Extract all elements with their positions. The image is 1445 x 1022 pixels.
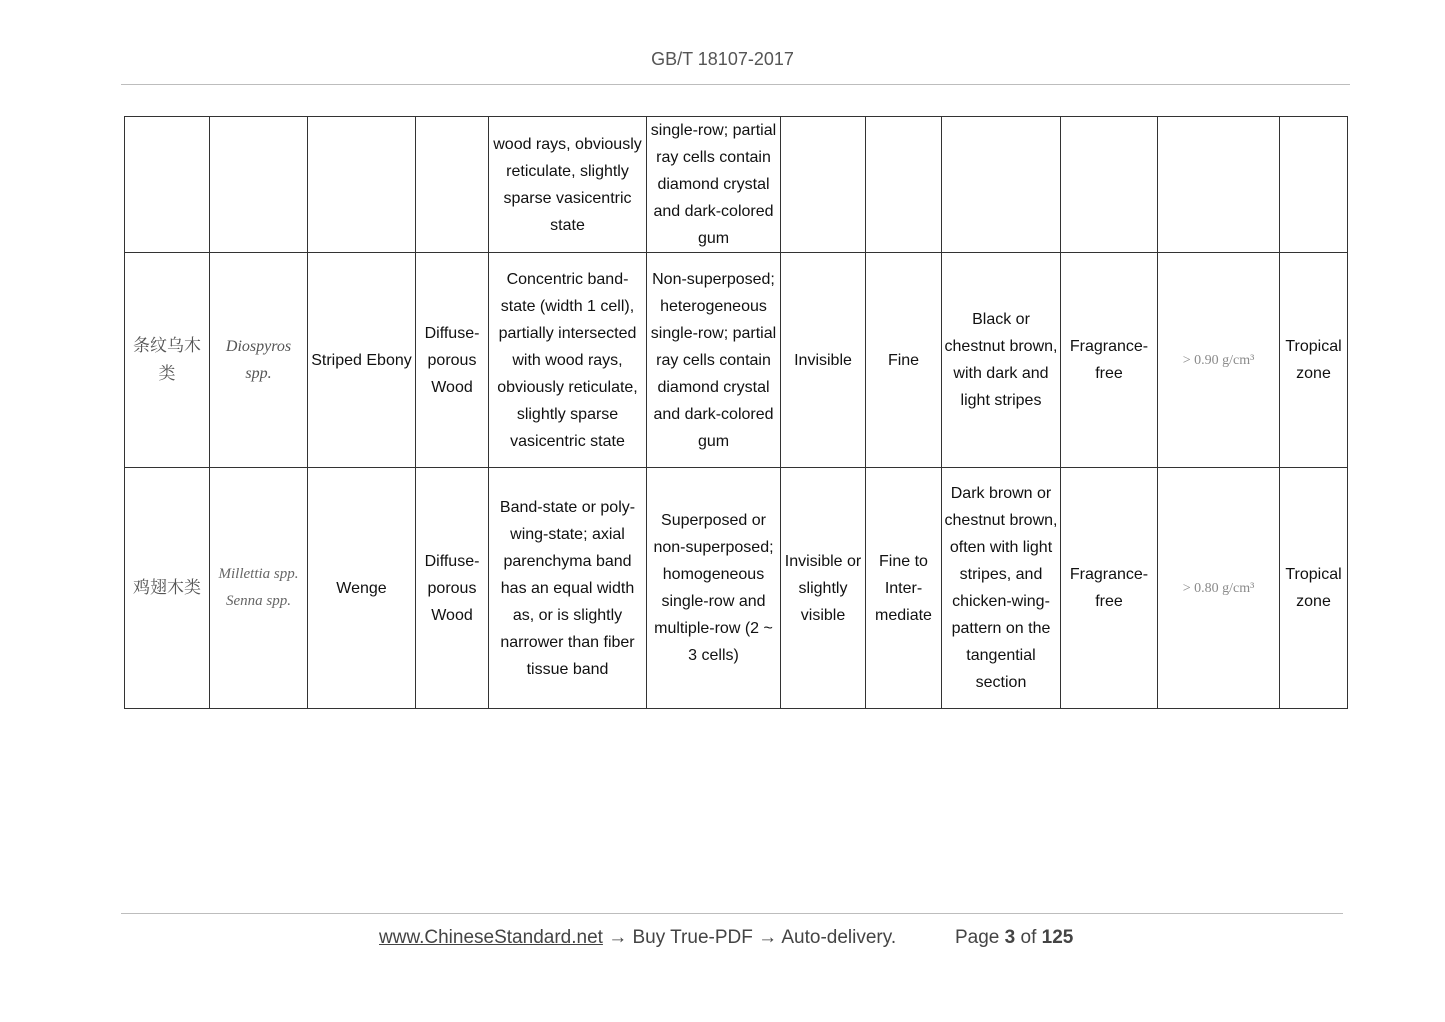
table-row xyxy=(125,253,1348,468)
cell-wood-ray: Superposed or non-superposed; homogeneous single-row and multiple-row (2 ~ 3 cells) xyxy=(647,468,781,709)
wood-species-table xyxy=(124,116,1348,709)
cell-odor xyxy=(1061,117,1158,253)
page-current: 3 xyxy=(1004,927,1016,948)
cell-region: Tropical zone xyxy=(1280,253,1348,468)
buy-text: Buy True-PDF xyxy=(632,927,753,948)
cell-pore-visibility: Invisible xyxy=(781,253,866,468)
cell-wood-ray: Non-superposed; heterogeneous single-row; partial ray cells contain diamond crystal and dark-colored gum xyxy=(647,253,781,468)
cell-texture xyxy=(866,117,942,253)
footer-promo xyxy=(379,927,896,949)
cell-density: > 0.90 g/cm³ xyxy=(1158,253,1280,468)
table-row xyxy=(125,468,1348,709)
cell-wood-type: Diffuse-porous Wood xyxy=(416,253,489,468)
footer-divider xyxy=(121,913,1343,914)
cell-chinese-name xyxy=(125,117,210,253)
of-label: of xyxy=(1020,927,1037,948)
cell-chinese-name: 鸡翅木类 xyxy=(125,468,210,709)
cell-density: > 0.80 g/cm³ xyxy=(1158,468,1280,709)
cell-axial-parenchyma: Concentric band-state (width 1 cell), partially intersected with wood rays, obviously reticulate, slightly sparse vasicentric state xyxy=(489,253,647,468)
cell-latin-name: Millettia spp. Senna spp. xyxy=(210,468,308,709)
cell-color xyxy=(942,117,1061,253)
cell-texture: Fine to Inter-mediate xyxy=(866,468,942,709)
cell-pore-visibility: Invisible or slightly visible xyxy=(781,468,866,709)
cell-odor: Fragrance-free xyxy=(1061,468,1158,709)
arrow-right-icon: → xyxy=(608,927,628,948)
document-header-title: GB/T 18107-2017 xyxy=(651,49,794,69)
page-label: Page xyxy=(955,927,1000,948)
cell-color: Black or chestnut brown, with dark and light stripes xyxy=(942,253,1061,468)
cell-english-name xyxy=(308,117,416,253)
header-divider xyxy=(121,84,1350,85)
cell-density xyxy=(1158,117,1280,253)
cell-wood-type xyxy=(416,117,489,253)
cell-region: Tropical zone xyxy=(1280,468,1348,709)
cell-pore-visibility xyxy=(781,117,866,253)
cell-english-name: Striped Ebony xyxy=(308,253,416,468)
cell-axial-parenchyma: Band-state or poly-wing-state; axial parenchyma band has an equal width as, or is slightly narrower than fiber tissue band xyxy=(489,468,647,709)
cell-wood-ray: single-row; partial ray cells contain diamond crystal and dark-colored gum xyxy=(647,117,781,253)
site-link[interactable]: www.ChineseStandard.net xyxy=(379,927,603,948)
cell-chinese-name: 条纹乌木类 xyxy=(125,253,210,468)
cell-texture: Fine xyxy=(866,253,942,468)
cell-latin-name: Diospyros spp. xyxy=(210,253,308,468)
cell-axial-parenchyma: wood rays, obviously reticulate, slightly sparse vasicentric state xyxy=(489,117,647,253)
cell-latin-name xyxy=(210,117,308,253)
cell-region xyxy=(1280,117,1348,253)
cell-wood-type: Diffuse-porous Wood xyxy=(416,468,489,709)
delivery-text: Auto-delivery. xyxy=(781,927,897,948)
page-indicator xyxy=(955,927,1073,949)
table-row xyxy=(125,117,1348,253)
arrow-right-icon: → xyxy=(758,927,778,948)
cell-english-name: Wenge xyxy=(308,468,416,709)
cell-color: Dark brown or chestnut brown, often with light stripes, and chicken-wing-pattern on the tangential section xyxy=(942,468,1061,709)
page-total: 125 xyxy=(1041,927,1074,948)
cell-odor: Fragrance-free xyxy=(1061,253,1158,468)
